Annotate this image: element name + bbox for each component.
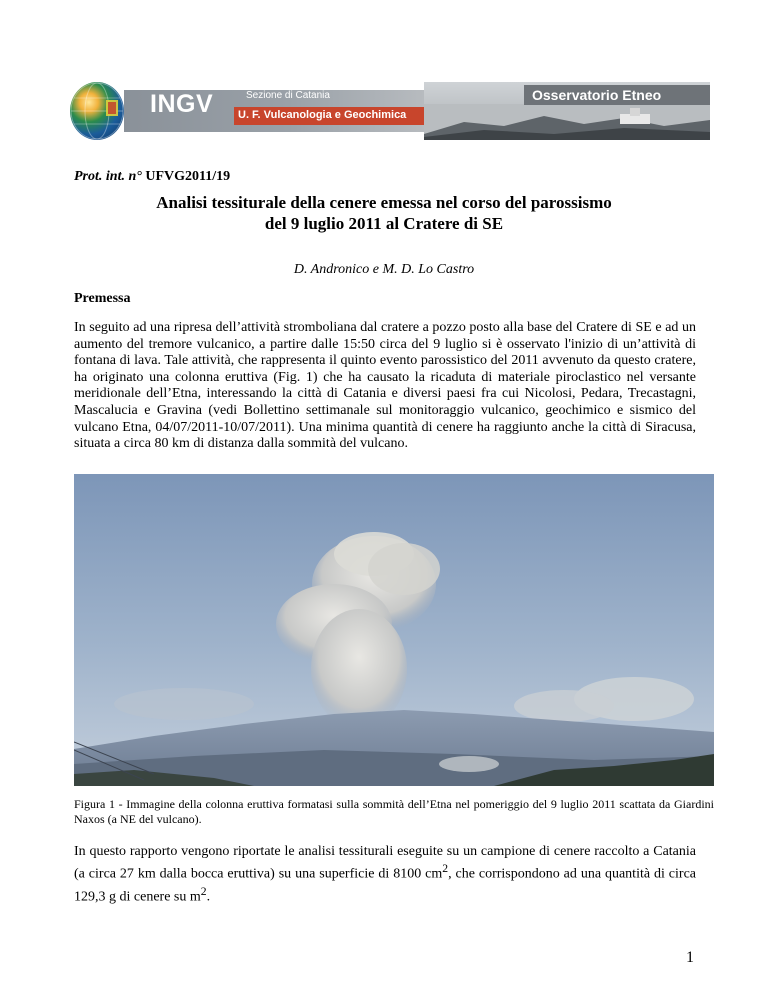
protocol-number — [74, 169, 230, 185]
report-text-part-3: . — [206, 889, 211, 905]
unit-name: U. F. Vulcanologia e Geochimica — [238, 109, 407, 121]
observatory-photo — [424, 104, 710, 140]
title-line-1: Analisi tessiturale della cenere emessa nel corso del parossismo — [156, 193, 612, 212]
document-title — [74, 192, 694, 234]
authors: D. Andronico e M. D. Lo Castro — [293, 262, 475, 277]
figure-1-photo — [74, 474, 714, 786]
report-text-part-2: , che corrispondono ad una quantità di circa 129,3 g di cenere su m — [74, 866, 697, 905]
title-line-2: del 9 luglio 2011 al Cratere di SE — [264, 214, 504, 233]
section-heading: Premessa — [74, 291, 131, 306]
report-paragraph — [74, 843, 696, 905]
figure-caption: Figura 1 - Immagine della colonna eruttiva formatasi sulla sommità dell’Etna nel pomeriggio del 9 luglio 2011 scattata da Giardini Naxos (a NE del vulcano). — [74, 797, 714, 826]
header-banner — [70, 82, 710, 140]
superscript-1: 2 — [442, 862, 449, 875]
protocol-code: UFVG2011/19 — [141, 169, 231, 184]
protocol-label: Prot. int. n° — [74, 169, 142, 184]
section-name: Sezione di Catania — [246, 90, 330, 101]
superscript-2: 2 — [200, 884, 207, 898]
intro-paragraph: In seguito ad una ripresa dell’attività stromboliana dal cratere a pozzo posto alla base del Cratere di SE e ad un aumento del tremore vulcanico, a partire dalle 15:50 circa del 9 luglio si è osservato l'inizio di un’attività di fontana di lava. Tale attività, che rappresenta il quinto evento parossistico del 2011 avvenuto da questo cratere, ha originato una colonna eruttiva (Fig. 1) che ha causato la ricaduta di materiale piroclastico nel versante meridionale dell’Etna, interessando la città di Catania e diversi paesi fra cui Nicolosi, Pedara, Trecastagni, Mascalucia e Gravina (vedi Bollettino settimanale sul monitoraggio vulcanico, geochimico e sismico del vulcano Etna, 04/07/2011-10/07/2011). Una minima quantità di cenere ha raggiunto anche la città di Siracusa, situata a circa 80 km di distanza dalla sommità del vulcano. — [74, 320, 696, 452]
observatory-name: Osservatorio Etneo — [532, 87, 662, 103]
page-number: 1 — [686, 949, 694, 966]
ingv-logo-text: INGV — [150, 90, 214, 118]
globe-grid-icon — [70, 82, 124, 140]
report-text-part-1: In questo rapporto vengono riportate le analisi tessiturali eseguite su un campione di cenere raccolto a Catania (a circa 27 km dalla bocca eruttiva) su una superficie di 8100 cm — [74, 844, 696, 882]
